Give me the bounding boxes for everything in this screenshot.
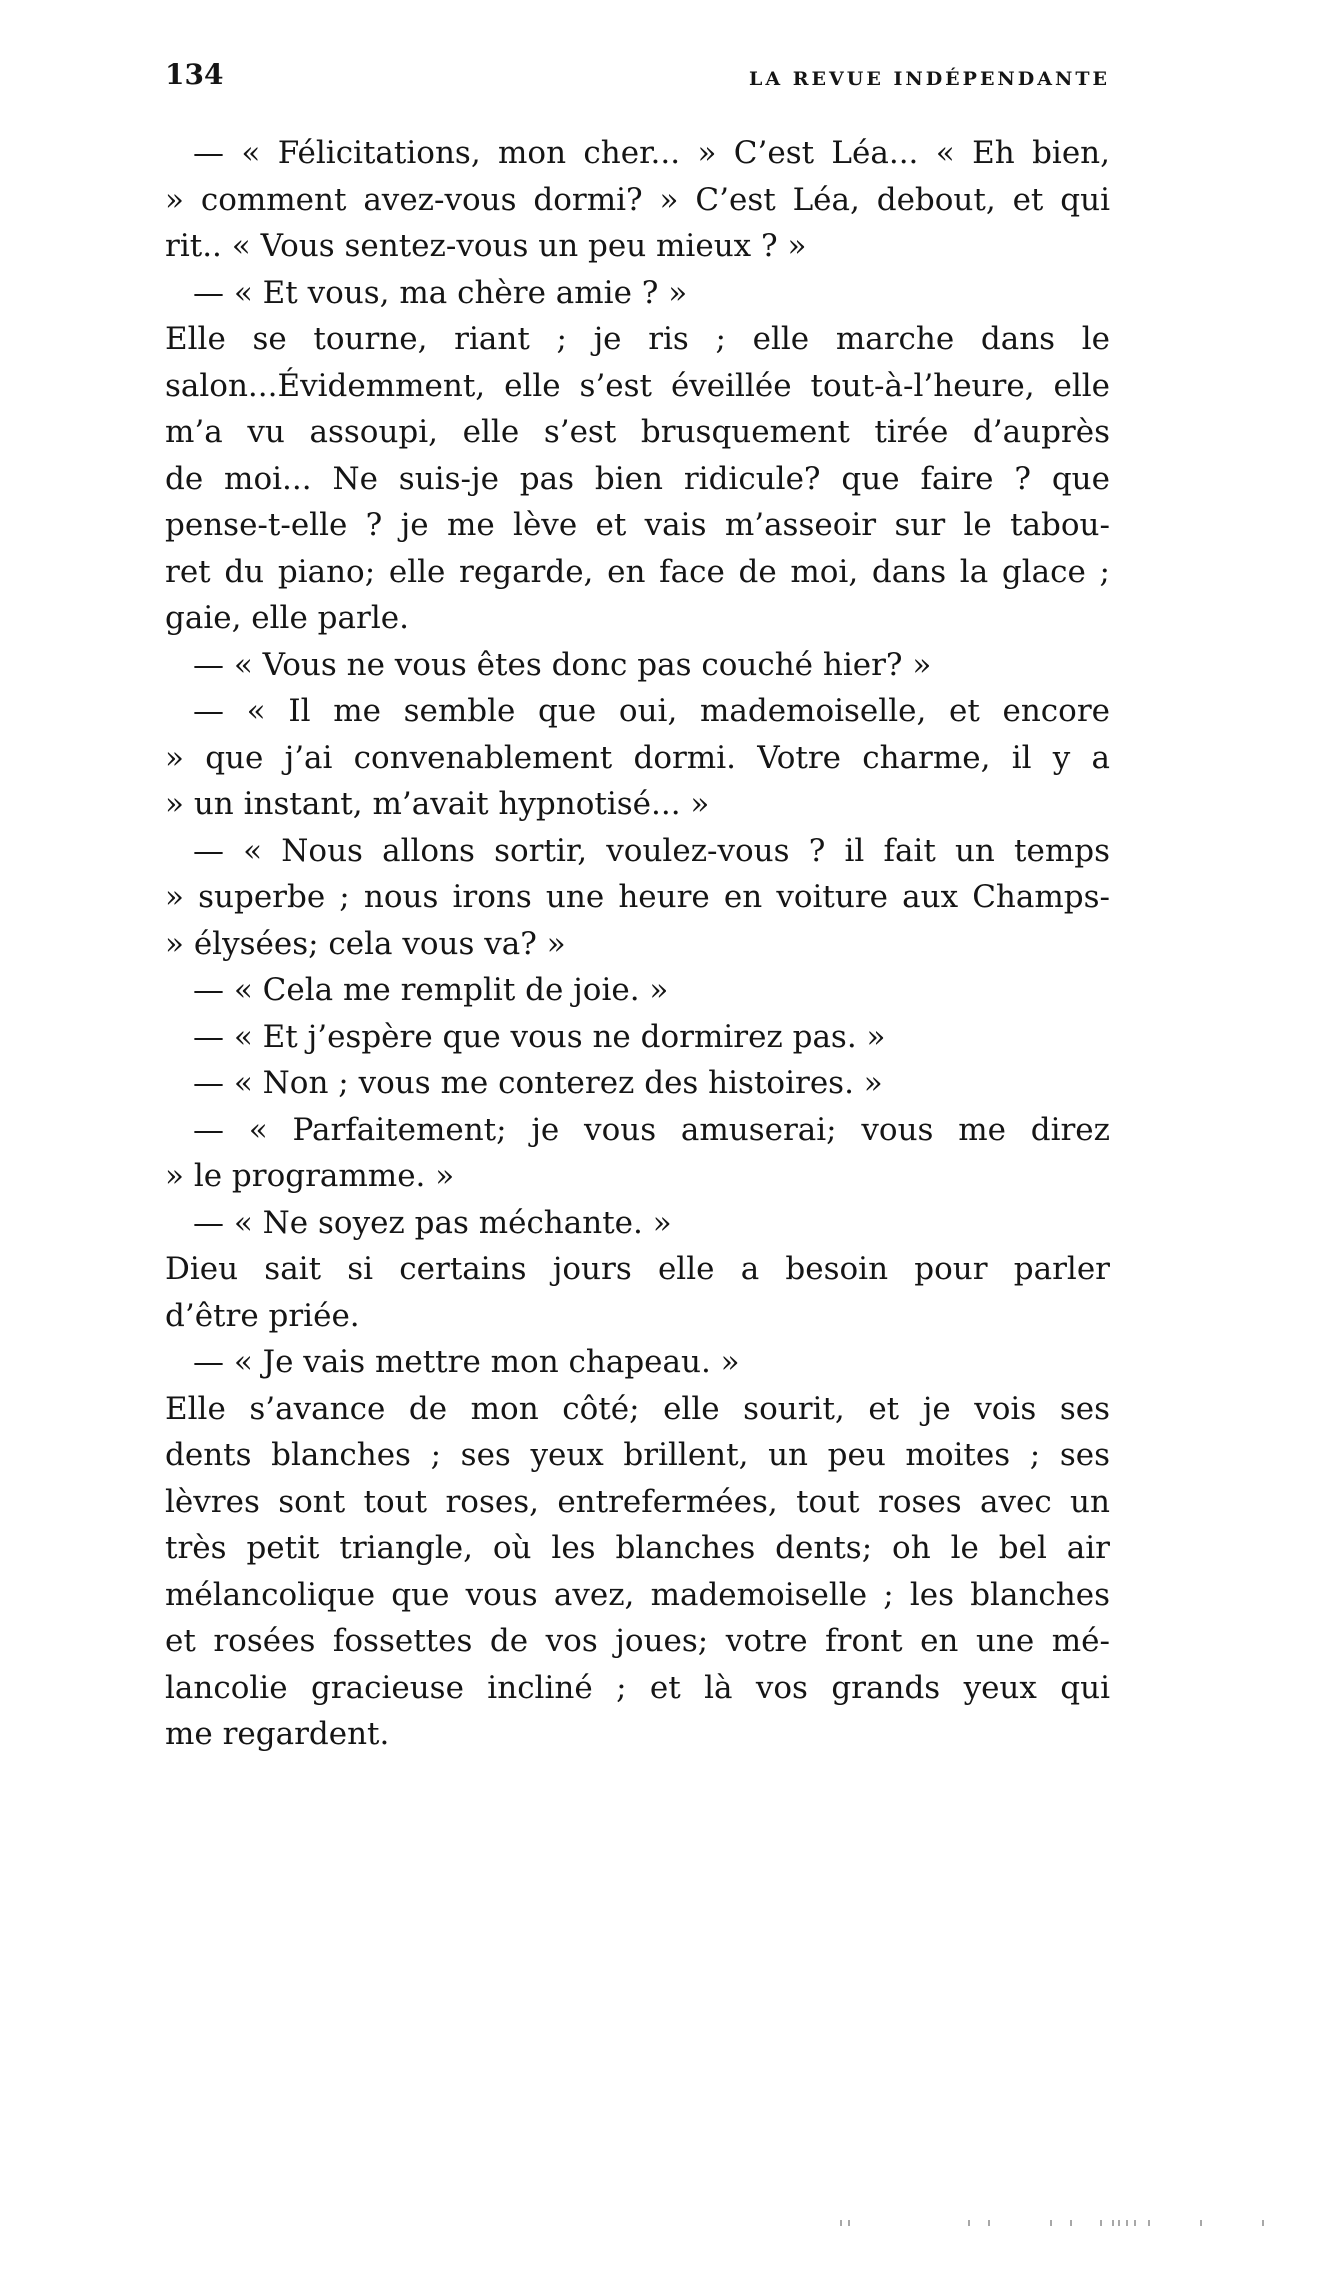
text-line: lèvres sont tout roses, entrefermées, tout roses avec un xyxy=(165,1483,1110,1520)
text-line: et rosées fossettes de vos joues; votre front en une mé- xyxy=(165,1623,1110,1659)
running-title: LA REVUE INDÉPENDANTE xyxy=(749,68,1110,90)
text-line: — « Et j’espère que vous ne dormirez pas. » xyxy=(193,1018,886,1055)
scan-speck xyxy=(1070,2220,1072,2226)
text-line: Elle se tourne, riant ; je ris ; elle marche dans le xyxy=(165,321,1110,357)
text-line: pense-t-elle ? je me lève et vais m’asseoir sur le tabou- xyxy=(165,507,1110,543)
scan-speck xyxy=(1100,2220,1102,2226)
scan-speck xyxy=(1148,2220,1150,2226)
text-line: » que j’ai convenablement dormi. Votre charme, il y a xyxy=(165,739,1110,776)
text-line: — « Félicitations, mon cher... » C’est Léa... « Eh bien, xyxy=(193,135,1110,171)
text-line: » superbe ; nous irons une heure en voiture aux Champs- xyxy=(165,879,1110,915)
text-line: — « Et vous, ma chère amie ? » xyxy=(193,274,688,311)
text-line: — « Nous allons sortir, voulez-vous ? il fait un temps xyxy=(193,832,1110,869)
text-line: » comment avez-vous dormi? » C’est Léa, debout, et qui xyxy=(165,181,1110,218)
scan-speck xyxy=(1050,2220,1052,2226)
text-line: mélancolique que vous avez, mademoiselle ; les blanches xyxy=(165,1576,1110,1613)
text-line: dents blanches ; ses yeux brillent, un peu moites ; ses xyxy=(165,1437,1110,1473)
page-header xyxy=(165,58,1110,98)
text-line: » le programme. » xyxy=(165,1158,455,1194)
text-line: très petit triangle, où les blanches dents; oh le bel air xyxy=(165,1530,1110,1566)
text-line: salon...Évidemment, elle s’est éveillée tout-à-l’heure, elle xyxy=(165,367,1110,404)
scan-speck xyxy=(968,2220,970,2226)
scan-speck xyxy=(1118,2220,1120,2226)
scan-speck xyxy=(1126,2220,1128,2226)
text-line: — « Vous ne vous êtes donc pas couché hier? » xyxy=(193,646,932,683)
text-line: » un instant, m’avait hypnotisé... » xyxy=(165,786,710,822)
text-line: — « Je vais mettre mon chapeau. » xyxy=(193,1344,740,1380)
body-text xyxy=(165,130,1110,1758)
text-line: — « Parfaitement; je vous amuserai; vous me direz xyxy=(193,1111,1110,1148)
text-line: me regardent. xyxy=(165,1716,390,1752)
text-line: lancolie gracieuse incliné ; et là vos grands yeux qui xyxy=(165,1669,1110,1706)
scan-speck xyxy=(1200,2220,1202,2226)
scan-speck xyxy=(988,2220,990,2226)
scan-speck xyxy=(840,2220,842,2226)
scan-speck xyxy=(1112,2220,1114,2226)
text-line: — « Non ; vous me conterez des histoires. » xyxy=(193,1065,883,1101)
text-line: d’être priée. xyxy=(165,1297,360,1334)
text-line: m’a vu assoupi, elle s’est brusquement tirée d’auprès xyxy=(165,414,1110,450)
text-line: ret du piano; elle regarde, en face de moi, dans la glace ; xyxy=(165,553,1110,590)
text-line: » élysées; cela vous va? » xyxy=(165,925,566,962)
text-line: — « Cela me remplit de joie. » xyxy=(193,972,669,1008)
scan-specks xyxy=(0,2220,1320,2234)
page-number: 134 xyxy=(165,58,224,91)
text-line: rit.. « Vous sentez-vous un peu mieux ? » xyxy=(165,228,807,264)
text-line: — « Ne soyez pas méchante. » xyxy=(193,1204,672,1241)
text-line: gaie, elle parle. xyxy=(165,600,409,636)
scan-speck xyxy=(1262,2220,1264,2226)
text-line: Elle s’avance de mon côté; elle sourit, et je vois ses xyxy=(165,1390,1110,1427)
scan-speck xyxy=(848,2220,850,2226)
text-line: — « Il me semble que oui, mademoiselle, et encore xyxy=(193,693,1110,729)
text-line: de moi... Ne suis-je pas bien ridicule? que faire ? que xyxy=(165,460,1110,497)
text-line: Dieu sait si certains jours elle a besoin pour parler xyxy=(165,1251,1110,1287)
scan-speck xyxy=(1134,2220,1136,2226)
